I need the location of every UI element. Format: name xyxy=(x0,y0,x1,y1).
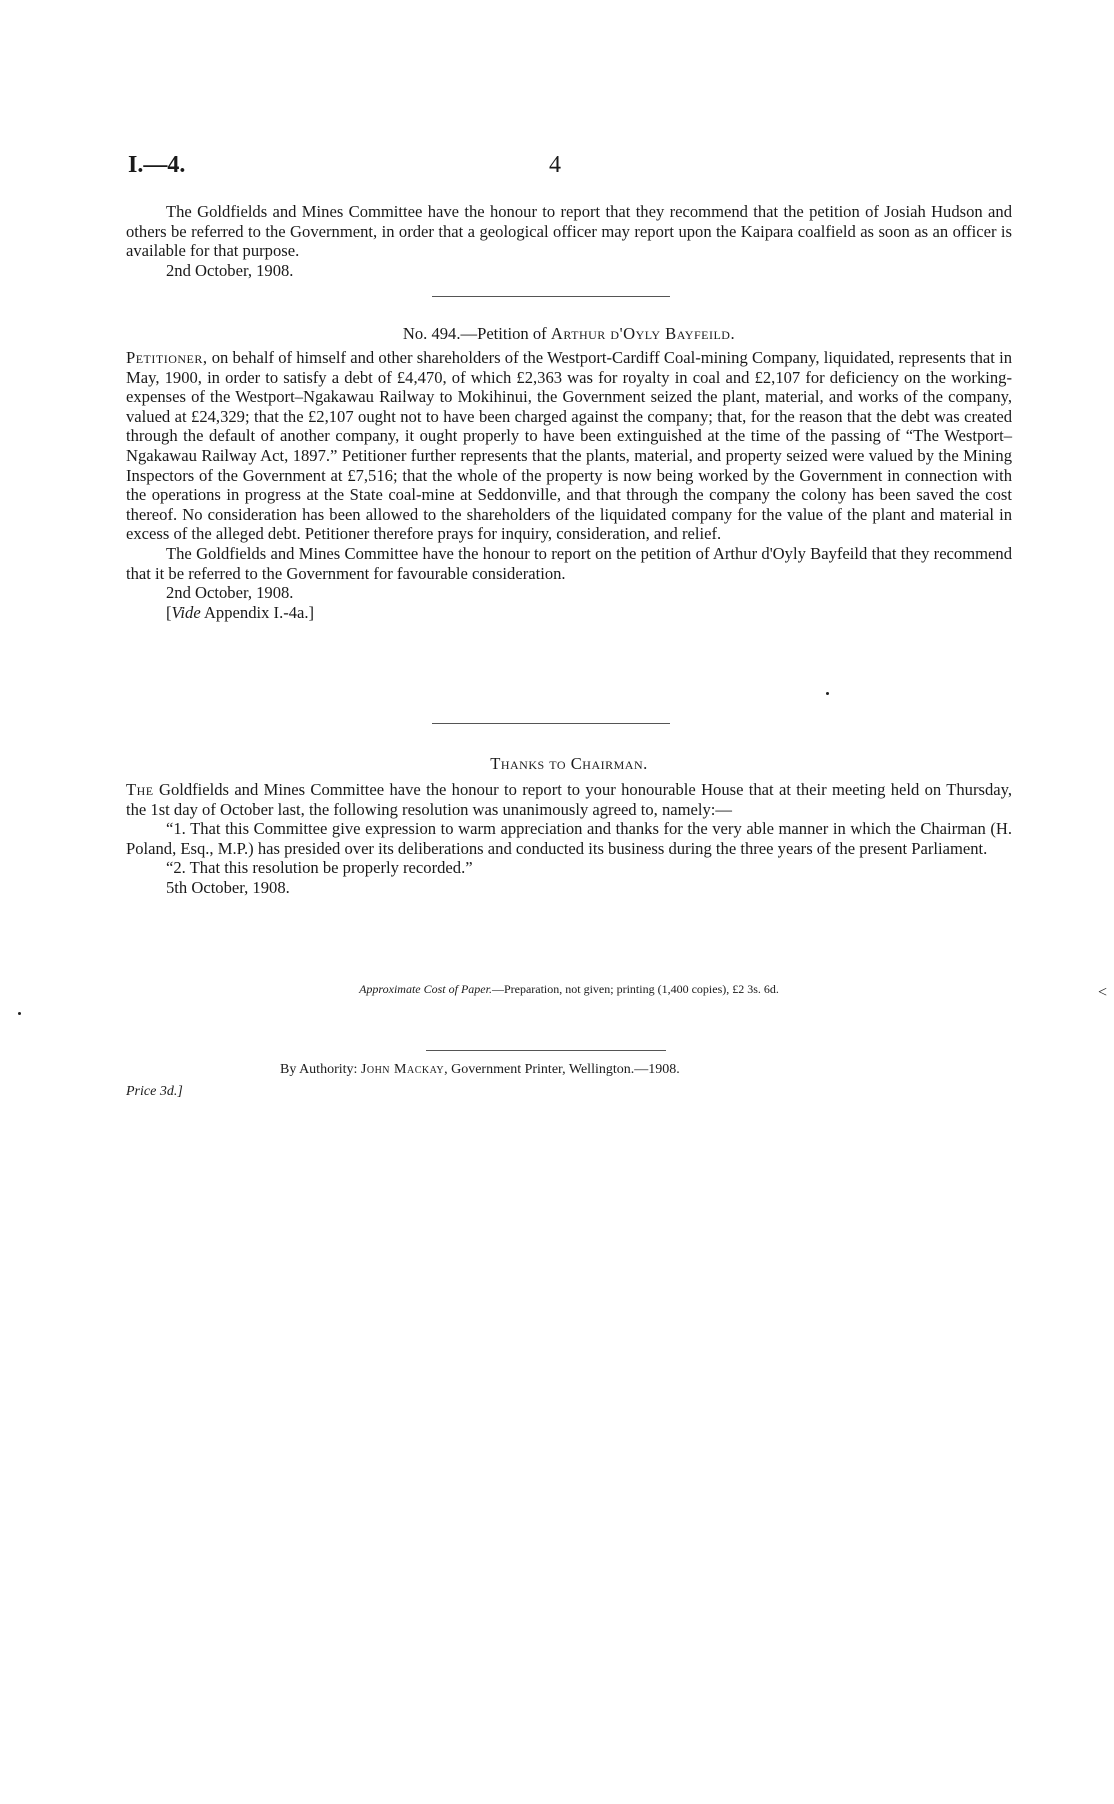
vide-appendix-note: [Vide Appendix I.-4a.] xyxy=(166,602,315,622)
scan-speck xyxy=(826,692,829,695)
petition-494-title xyxy=(126,324,1012,344)
petition-494-date: 2nd October, 1908. xyxy=(166,583,294,603)
resolution-1: “1. That this Committee give expression to warm appreciation and thanks for the very able manner in which the Chairman (H. Poland, Esq., M.P.) has presided over its deliberations and conducted its business during the three years of the present Parliament. xyxy=(126,819,1012,858)
cost-label: Approximate Cost of Paper. xyxy=(359,982,492,996)
thanks-paragraph xyxy=(126,780,1012,819)
section-divider xyxy=(432,296,670,297)
scan-speck xyxy=(18,1012,21,1015)
price-note: Price 3d.] xyxy=(126,1084,183,1099)
footer-divider xyxy=(426,1050,666,1051)
thanks-date: 5th October, 1908. xyxy=(166,877,290,897)
printer-authority-line: By Authority: John Mackay, Government Printer, Wellington.—1908. xyxy=(280,1062,680,1077)
petition-title-prefix: No. 494.—Petition of xyxy=(402,324,551,343)
kaipara-report-date: 2nd October, 1908. xyxy=(166,260,294,280)
petitioner-lead-word: Petitioner, xyxy=(126,348,208,367)
section-thanks-to-chairman xyxy=(126,780,1012,898)
thanks-lead-word: The xyxy=(126,780,154,799)
printer-name: John Mackay xyxy=(360,1062,445,1077)
section-divider xyxy=(432,723,670,724)
vide-word: Vide xyxy=(171,602,201,622)
scan-edge-mark: < xyxy=(1098,984,1108,1001)
page-number: 4 xyxy=(549,152,561,178)
approximate-cost-line xyxy=(126,982,1012,997)
document-reference: I.—4. xyxy=(128,152,186,178)
section-bayfeild-petition xyxy=(126,348,1012,622)
kaipara-report-paragraph: The Goldfields and Mines Committee have the honour to report that they recommend that the petition of Josiah Hudson and others be referred to the Government, in order that a geological officer may report upon the Kaipara coalfield as soon as an officer is available for that purpose. xyxy=(126,202,1012,261)
petition-494-report: The Goldfields and Mines Committee have the honour to report on the petition of Arthur d'Oyly Bayfeild that they recommend that it be referred to the Government for favourable consideration. xyxy=(126,543,1012,583)
thanks-to-chairman-title: Thanks to Chairman. xyxy=(490,754,648,773)
petition-494-body: on behalf of himself and other shareholders of the Westport-Cardiff Coal-mining Company, liquidated, represents that in May, 1900, in order to satisfy a debt of £4,470, of which £2,363 was for royalty in coal and £2,107 for deficiency on the working-expenses of the Westport–Ngakawau Railway to Mokihinui, the Government seized the plant, material, and works of the company, valued at £24,329; that the £2,107 ought not to have been charged against the company; that, for the reason that the debt was created through the default of another company, it ought properly to have been extinguished at the time of the passing of “The Westport–Ngakawau Railway Act, 1897.” Petitioner further represents that the plants, material, and property seized were valued by the Mining Inspectors of the Government at £7,516; that the whole of the property is now being worked by the Government in connection with the operations in progress at the State coal-mine at Seddonville, and that through the company the colony has been saved the cost thereof. No consideration has been allowed to the shareholders of the liquidated company for the value of the plant and material in excess of the alleged debt. Petitioner therefore prays for inquiry, consideration, and relief. xyxy=(126,348,1012,544)
petitioner-name: Arthur d'Oyly Bayfeild. xyxy=(550,324,736,343)
section-kaipara-petition xyxy=(126,202,1012,280)
cost-text: —Preparation, not given; printing (1,400 copies), £2 3s. 6d. xyxy=(491,982,779,996)
thanks-body: Goldfields and Mines Committee have the honour to report to your honourable House that at their meeting held on Thursday, the 1st day of October last, the following resolution was unanimously agreed to, namely:— xyxy=(126,780,1012,819)
petition-494-paragraph xyxy=(126,348,1012,544)
resolution-2: “2. That this resolution be properly recorded.” xyxy=(166,858,473,878)
